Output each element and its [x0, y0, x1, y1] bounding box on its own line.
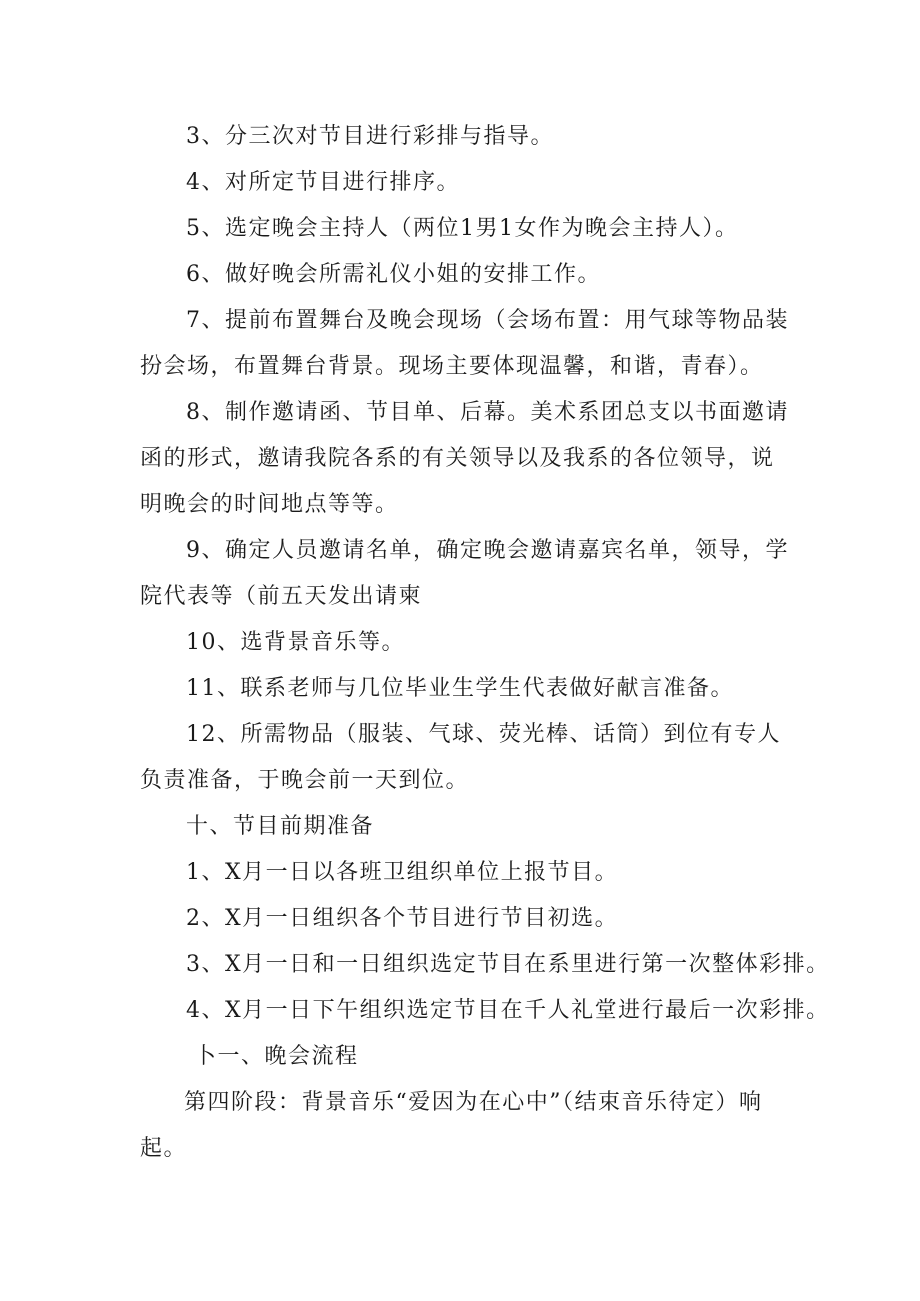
paragraph-item-9: 9、确定人员邀请名单，确定晚会邀请嘉宾名单，领导，学院代表等（前五天发出请柬	[140, 538, 789, 609]
schedule-item-1: 1、X月一日以各班卫组织单位上报节目。	[186, 860, 619, 885]
paragraph-item-12: 12、所需物品（服装、气球、荧光棒、话筒）到位有专人负责准备，于晚会前一天到位。	[140, 722, 781, 793]
paragraph-item-10: 10、选背景音乐等。	[186, 630, 405, 655]
paragraph-item-3: 3、分三次对节目进行彩排与指导。	[186, 124, 554, 149]
paragraph-item-4: 4、对所定节目进行排序。	[186, 170, 460, 195]
schedule-item-3: 3、X月一日和一日组织选定节目在系里进行第一次整体彩排。	[186, 952, 830, 977]
section-heading-11: 卜一、晚会流程	[194, 1044, 359, 1069]
paragraph-item-8: 8、制作邀请函、节目单、后幕。美术系团总支以书面邀请函的形式，邀请我院各系的有关领导以及我系的各位领导，说明晚会的时间地点等等。	[140, 400, 789, 517]
paragraph-item-6: 6、做好晚会所需礼仪小姐的安排工作。	[186, 262, 601, 287]
paragraph-item-5: 5、选定晚会主持人（两位1男1女作为晚会主持人）。	[186, 216, 739, 241]
schedule-item-4: 4、X月一日下午组织选定节目在千人礼堂进行最后一次彩排。	[186, 998, 830, 1023]
paragraph-item-11: 11、联系老师与几位毕业生学生代表做好献言准备。	[186, 676, 734, 701]
paragraph-item-7: 7、提前布置舞台及晚会现场（会场布置：用气球等物品装扮会场，布置舞台背景。现场主要体现温馨，和谐，青春）。	[140, 308, 789, 379]
section-heading-10: 十、节目前期准备	[186, 814, 375, 839]
schedule-item-2: 2、X月一日组织各个节目进行节目初选。	[186, 906, 619, 931]
stage-four-paragraph: 第四阶段：背景音乐“爱因为在心中”（结束音乐待定）响起。	[140, 1090, 763, 1161]
